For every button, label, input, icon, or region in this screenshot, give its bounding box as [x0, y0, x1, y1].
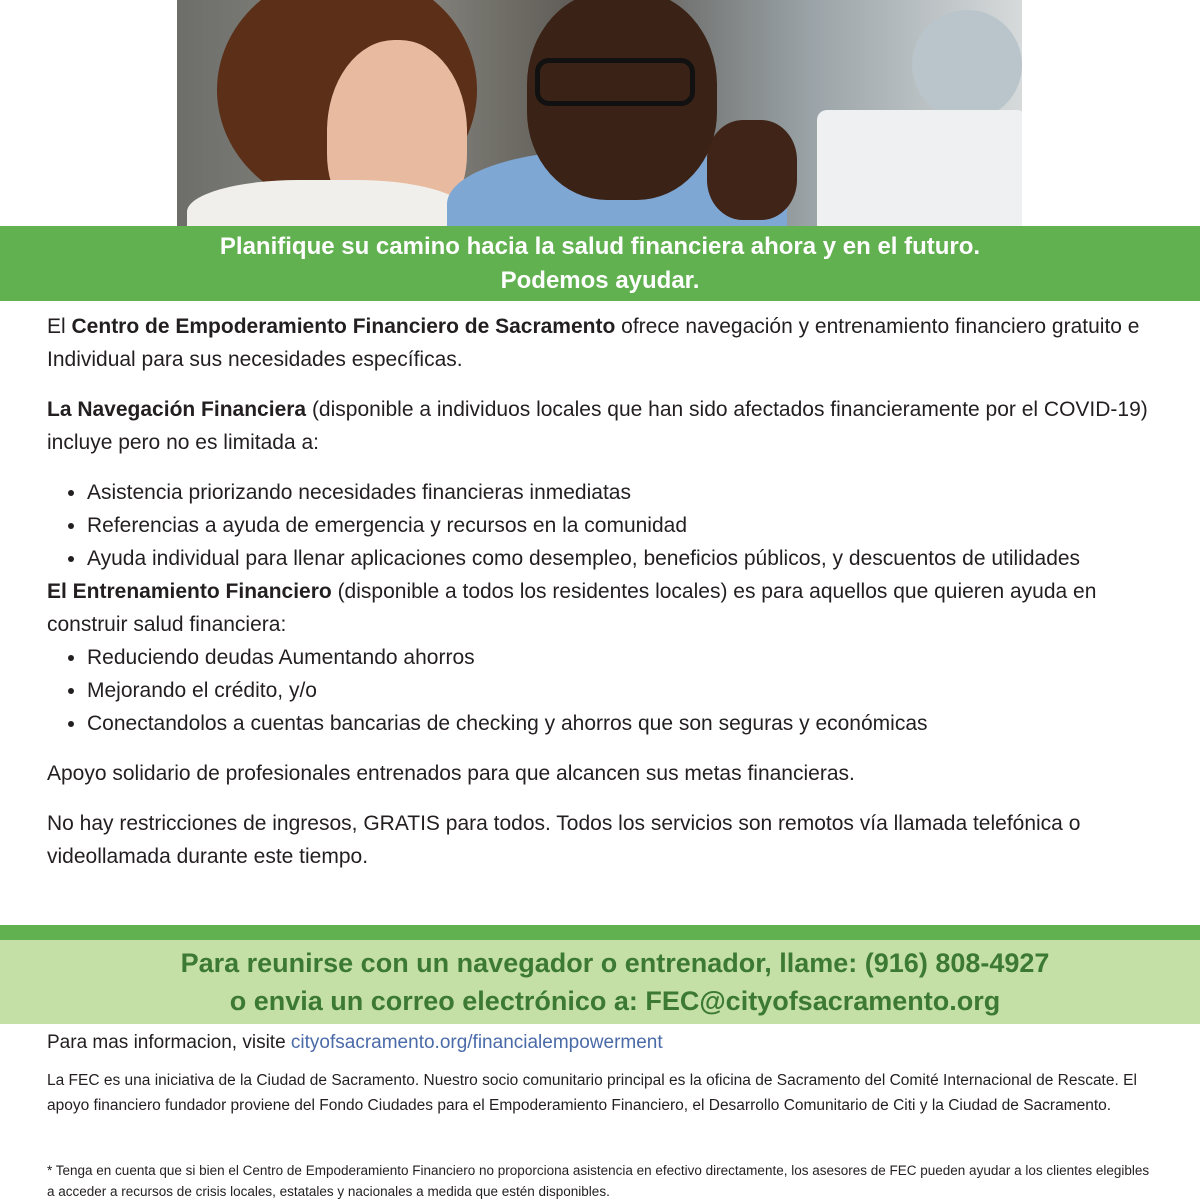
- more-info-line: [47, 1028, 663, 1058]
- org-name: Centro de Empoderamiento Financiero de Sacramento: [71, 315, 616, 338]
- support-paragraph: Apoyo solidario de profesionales entrenados para que alcancen sus metas financieras.: [47, 762, 855, 785]
- navigation-description: (disponible a individuos locales que han sido afectados financieramente por el COVID-19) incluye pero no es limitada a:: [47, 398, 1148, 454]
- coaching-description: (disponible a todos los residentes locales) es para aquellos que quieren ayuda en construir salud financiera:: [47, 580, 1097, 636]
- photo-man-glasses: [535, 58, 695, 106]
- photo-man-hand: [707, 120, 797, 220]
- disclaimer: * Tenga en cuenta que si bien el Centro de Empoderamiento Financiero no proporciona asistencia en efectivo directamente, los asesores de FEC pueden ayudar a los clientes elegibles a acceder a recursos de crisis locales, estatales y nacionales a medida que estén disponibles.: [47, 1163, 1150, 1199]
- headline-banner: [0, 226, 1200, 301]
- no-restrictions-paragraph: No hay restricciones de ingresos, GRATIS para todos. Todos los servicios son remotos vía llamada telefónica o videollamada durante este tiempo.: [47, 812, 1081, 868]
- contact-divider: [0, 925, 1200, 940]
- intro-lead: El: [47, 315, 72, 338]
- photo-background-person: [912, 10, 1022, 120]
- coaching-title: El Entrenamiento Financiero: [47, 580, 332, 603]
- contact-phone-line: Para reunirse con un navegador o entrenador, llame: (916) 808-4927: [180, 948, 1050, 978]
- navigation-paragraph: [47, 393, 1157, 459]
- contact-banner: [0, 940, 1200, 1024]
- intro-rest: ofrece navegación y entrenamiento financiero gratuito e Individual para sus necesidades específicas.: [47, 315, 1140, 371]
- list-item: • Asistencia priorizando necesidades financieras inmediatas: [87, 476, 1157, 509]
- list-item: • Reduciendo deudas Aumentando ahorros: [87, 641, 1157, 674]
- main-content: [47, 310, 1157, 873]
- headline-line-2: Podemos ayudar.: [500, 266, 700, 294]
- headline-line-1: Planifique su camino hacia la salud financiera ahora y en el futuro.: [219, 232, 981, 260]
- fec-note: La FEC es una iniciativa de la Ciudad de Sacramento. Nuestro socio comunitario principal es la oficina de Sacramento del Comité Internacional de Rescate. El apoyo financiero fundador proviene del Fondo Ciudades para el Empoderamiento Financiero, el Desarrollo Comunitario de Citi y la Ciudad de Sacramento.: [47, 1072, 1137, 1114]
- list-item: • Ayuda individual para llenar aplicaciones como desempleo, beneficios públicos, y descuentos de utilidades: [87, 542, 1157, 575]
- navigation-list: [47, 476, 1157, 575]
- list-item: • Referencias a ayuda de emergencia y recursos en la comunidad: [87, 509, 1157, 542]
- photo-laptop: [817, 110, 1022, 226]
- header-photo: [177, 0, 1022, 226]
- more-info-label: Para mas informacion, visite: [47, 1032, 291, 1053]
- coaching-list: [47, 641, 1157, 740]
- list-item: • Conectandolos a cuentas bancarias de checking y ahorros que son seguras y económicas: [87, 707, 1157, 740]
- photo-woman-shirt: [187, 180, 467, 226]
- more-info-link[interactable]: cityofsacramento.org/financialempowerment: [290, 1032, 663, 1053]
- navigation-title: La Navegación Financiera: [47, 398, 307, 421]
- coaching-paragraph: [47, 575, 1157, 641]
- contact-email-line: o envia un correo electrónico a: FEC@cityofsacramento.org: [229, 986, 1001, 1016]
- intro-paragraph: [47, 310, 1157, 376]
- list-item: • Mejorando el crédito, y/o: [87, 674, 1157, 707]
